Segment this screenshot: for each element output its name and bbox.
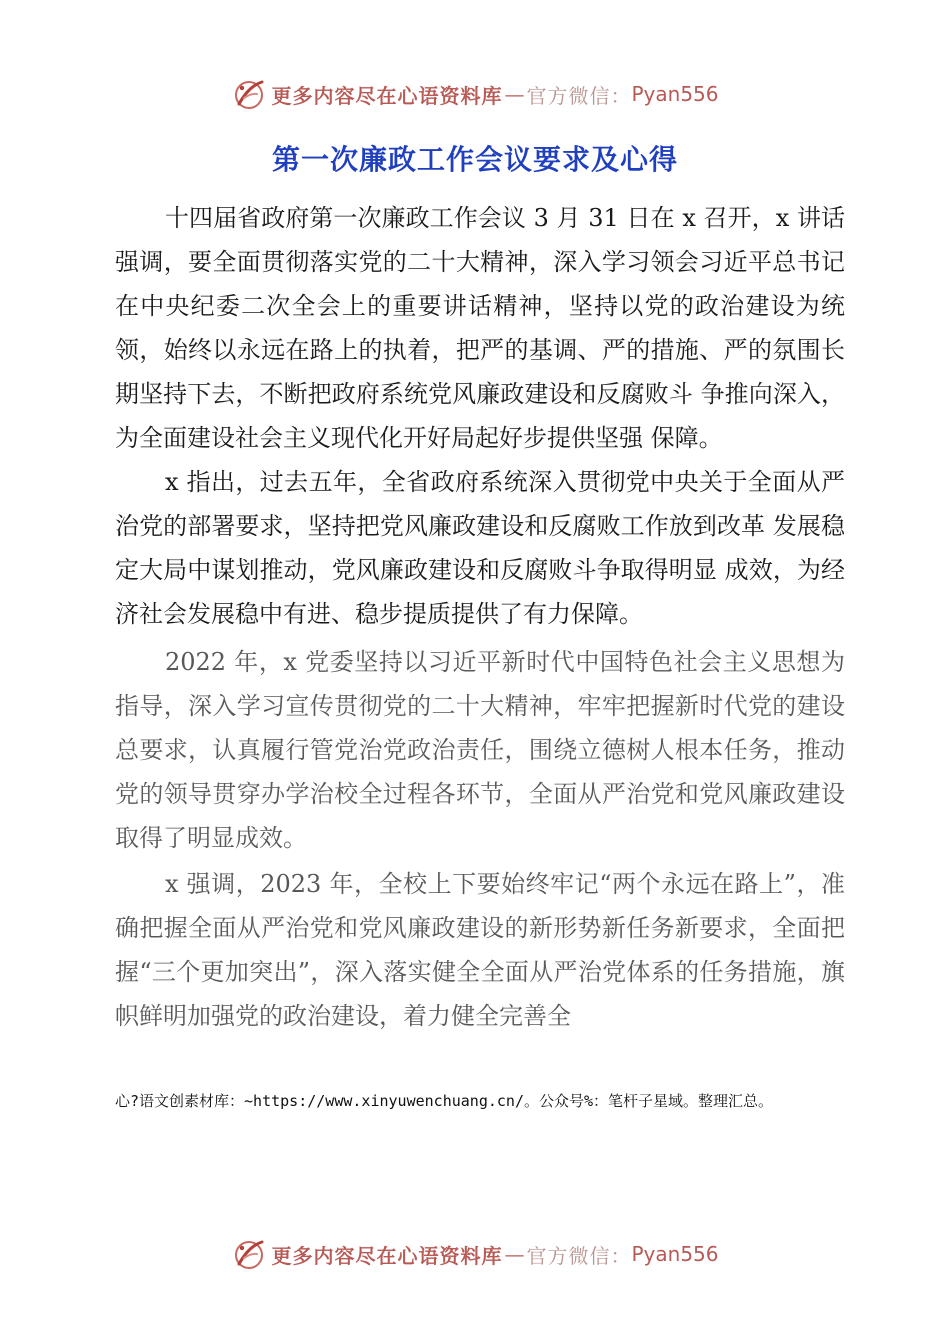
footer-banner (0, 1232, 950, 1276)
paragraph-2: x 指出，过去五年，全省政府系统深入贯彻党中央关于全面从严治党的部署要求，坚持把党风廉政建设和反腐败工作放到改革 发展稳定大局中谋划推动，党风廉政建设和反腐败斗争取得明显 成效，为经济社会发展稳中有进、稳步提质提供了有力保障。 (115, 468, 845, 628)
banner-wechat-label: 官方微信： (526, 1243, 632, 1268)
paragraph-3: 2022 年，x 党委坚持以习近平新时代中国特色社会主义思想为指导，深入学习宣传贯彻党的二十大精神，牢牢把握新时代党的建设总要求，认真履行管党治党政治责任，围绕立德树人根本任务，推动党的领导贯穿办学治校全过程各环节，全面从严治党和党风廉政建设取得了明显成效。 (115, 648, 845, 852)
source-note: 心?语文创素材库：~https://www.xinyuwenchuang.cn/。公众号%：笔杆子星域。整理汇总。 (115, 1092, 774, 1110)
banner-wechat-label: 官方微信： (526, 83, 632, 108)
banner-text: 更多内容尽在心语资料库 (271, 83, 503, 108)
brush-logo-icon (231, 76, 267, 112)
banner-dash: — (504, 82, 525, 106)
document-title: 第一次廉政工作会议要求及心得 (271, 143, 678, 176)
paragraph-1: 十四届省政府第一次廉政工作会议 3 月 31 日在 x 召开，x 讲话强调，要全面贯彻落实党的二十大精神，深入学习领会习近平总书记在中央纪委二次全会上的重要讲话精神，坚持以党的政治建设为统领，始终以永远在路上的执着，把严的基调、严的措施、严的氛围长期坚持下去，不断把政府系统党风廉政建设和反腐败斗 争推向深入，为全面建设社会主义现代化开好局起好步提供坚强 保障。 (115, 204, 845, 452)
brush-logo-icon (231, 1236, 267, 1272)
banner-wechat-id: Pyan556 (631, 1242, 719, 1266)
header-banner (0, 72, 950, 116)
banner-wechat-id: Pyan556 (631, 82, 719, 106)
banner-text: 更多内容尽在心语资料库 (271, 1243, 503, 1268)
paragraph-4: x 强调，2023 年，全校上下要始终牢记“两个永远在路上”，准确把握全面从严治党和党风廉政建设的新形势新任务新要求，全面把握“三个更加突出”，深入落实健全全面从严治党体系的任务措施，旗帜鲜明加强党的政治建设，着力健全完善全 (115, 870, 845, 1030)
banner-dash: — (504, 1242, 525, 1266)
